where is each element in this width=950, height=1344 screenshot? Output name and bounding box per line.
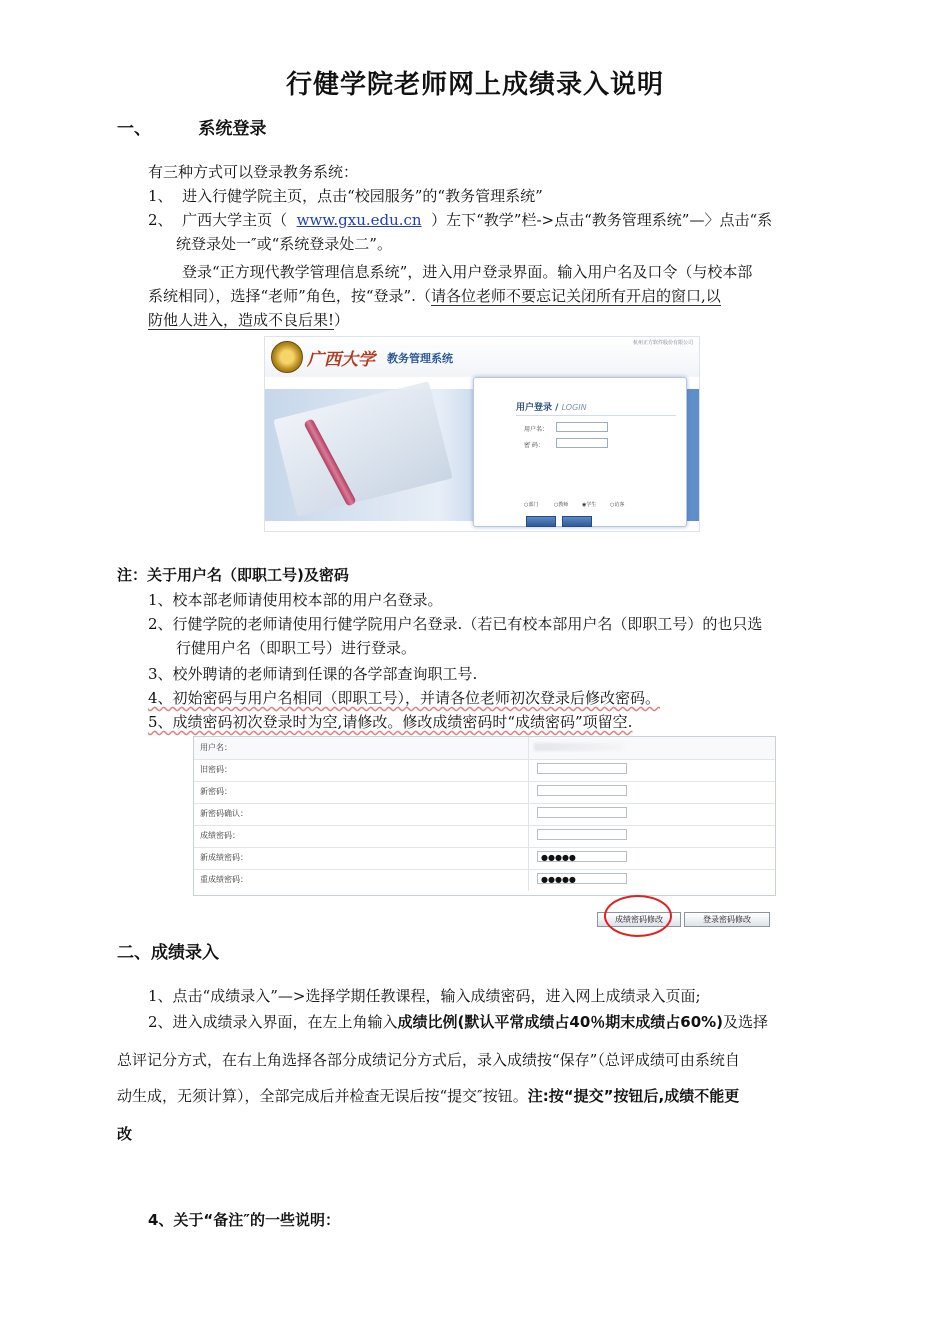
new-password-input[interactable] bbox=[537, 785, 627, 796]
section-heading-grades: 二、成绩录入 bbox=[117, 943, 219, 963]
login-panel bbox=[473, 377, 687, 527]
note-item-3: 3、校外聘请的老师请到任课的各学部查询职工号. bbox=[148, 665, 478, 683]
note-item-1: 1、校本部老师请使用校本部的用户名登录。 bbox=[148, 591, 443, 609]
note-item-2-cont: 行健用户名（即职工号）进行登录。 bbox=[176, 639, 417, 657]
gxu-link[interactable]: www.gxu.edu.cn bbox=[296, 211, 422, 229]
password-input[interactable] bbox=[556, 438, 608, 448]
university-logo-text: 广西大学 bbox=[307, 350, 375, 370]
form-row-new-password: 新密码： bbox=[194, 781, 775, 804]
login-screenshot bbox=[264, 336, 700, 532]
role-radio-student[interactable]: ◉学生 bbox=[582, 502, 597, 508]
page-title: 行健学院老师网上成绩录入说明 bbox=[285, 70, 664, 100]
password-label: 密 码： bbox=[524, 442, 544, 449]
login-header bbox=[265, 337, 699, 377]
login-method-2: 2、 广西大学主页（ www.gxu.edu.cn ）左下“教学”栏->点击“教务管理系统”—〉点击“系 bbox=[148, 211, 773, 229]
remarks-heading: 4、关于“备注″的一些说明： bbox=[148, 1211, 340, 1229]
grade-password-input[interactable] bbox=[537, 829, 627, 840]
form-row-old-password: 旧密码： bbox=[194, 759, 775, 782]
login-intro: 有三种方式可以登录教务系统： bbox=[148, 163, 359, 181]
login-panel-divider bbox=[516, 415, 676, 416]
reset-button[interactable] bbox=[562, 516, 592, 527]
login-panel-title: 用户登录 / LOGIN bbox=[516, 403, 587, 413]
vendor-text: 杭州正方软件股份有限公司 bbox=[632, 340, 693, 346]
note-item-2: 2、行健学院的老师请使用行健学院用户名登录.（若已有校本部用户名（即职工号）的也只选 bbox=[148, 615, 763, 633]
note-heading: 注：关于用户名（即职工号)及密码 bbox=[117, 566, 349, 584]
form-row-username: 用户名： bbox=[194, 737, 775, 760]
login-method-1: 1、 进入行健学院主页，点击“校园服务”的“教务管理系统” bbox=[148, 187, 543, 205]
section-heading-login: 一、 系统登录 bbox=[117, 119, 267, 139]
form-row-repeat-grade-password: 重成绩密码： ●●●●● bbox=[194, 869, 775, 891]
old-password-input[interactable] bbox=[537, 763, 627, 774]
repeat-grade-password-input[interactable]: ●●●●● bbox=[537, 873, 627, 884]
new-grade-password-input[interactable]: ●●●●● bbox=[537, 851, 627, 862]
grades-step-2-line4: 改 bbox=[117, 1125, 133, 1143]
login-button[interactable] bbox=[526, 516, 556, 527]
highlight-circle bbox=[604, 895, 672, 937]
grades-step-2-line2: 总评记分方式，在右上角选择各部分成绩记分方式后，录入成绩按“保存”（总评成绩可由系统自 bbox=[117, 1051, 740, 1069]
university-emblem-icon bbox=[271, 341, 303, 373]
grade-ratio-note: 成绩比例(默认平常成绩占40％期末成绩占60%) bbox=[397, 1013, 724, 1031]
form-row-confirm-password: 新密码确认： bbox=[194, 803, 775, 826]
form-row-new-grade-password: 新成绩密码： ●●●●● bbox=[194, 847, 775, 870]
submit-warning: 注:按“提交”按钮后,成绩不能更 bbox=[527, 1087, 740, 1105]
login-para-line1: 登录“正方现代教学管理信息系统”，进入用户登录界面。输入用户名及口令（与校本部 bbox=[182, 263, 753, 281]
note-item-5: 5、成绩密码初次登录时为空,请修改。修改成绩密码时“成绩密码”项留空. bbox=[148, 713, 633, 731]
change-login-password-button[interactable]: 登录密码修改 bbox=[684, 912, 770, 927]
login-method-2-cont: 统登录处一″或“系统登录处二”。 bbox=[176, 235, 392, 253]
grades-step-1: 1、点击“成绩录入”—>选择学期任教课程，输入成绩密码，进入网上成绩录入页面; bbox=[148, 987, 701, 1005]
change-grade-password-button[interactable]: 成绩密码修改 bbox=[597, 912, 681, 927]
grades-step-2: 2、进入成绩录入界面，在左上角输入成绩比例(默认平常成绩占40％期末成绩占60%)及选择 bbox=[148, 1013, 769, 1031]
username-input[interactable] bbox=[556, 422, 608, 432]
grades-step-2-line3: 动生成，无须计算），全部完成后并检查无误后按“提交″按钮。注:按“提交”按钮后,成绩不能更 bbox=[117, 1087, 740, 1105]
login-para-line2: 系统相同），选择“老师”角色，按“登录”.（请各位老师不要忘记关闭所有开启的窗口,以 bbox=[148, 287, 721, 305]
form-row-grade-password: 成绩密码： bbox=[194, 825, 775, 848]
username-blurred-value bbox=[534, 743, 624, 751]
confirm-password-input[interactable] bbox=[537, 807, 627, 818]
role-radio-guest[interactable]: ○访客 bbox=[610, 502, 625, 508]
username-label: 用户名： bbox=[524, 426, 549, 433]
system-name: 教务管理系统 bbox=[387, 352, 453, 365]
role-radio-teacher[interactable]: ○教师 bbox=[554, 502, 569, 508]
note-item-4: 4、初始密码与用户名相同（即职工号），并请各位老师初次登录后修改密码。 bbox=[148, 689, 661, 707]
login-para-line3: 防他人进入，造成不良后果!） bbox=[148, 311, 350, 329]
role-radio-dept[interactable]: ○部门 bbox=[524, 502, 539, 508]
security-warning: 请各位老师不要忘记关闭所有开启的窗口,以 bbox=[430, 287, 721, 305]
password-form-screenshot bbox=[193, 736, 776, 896]
